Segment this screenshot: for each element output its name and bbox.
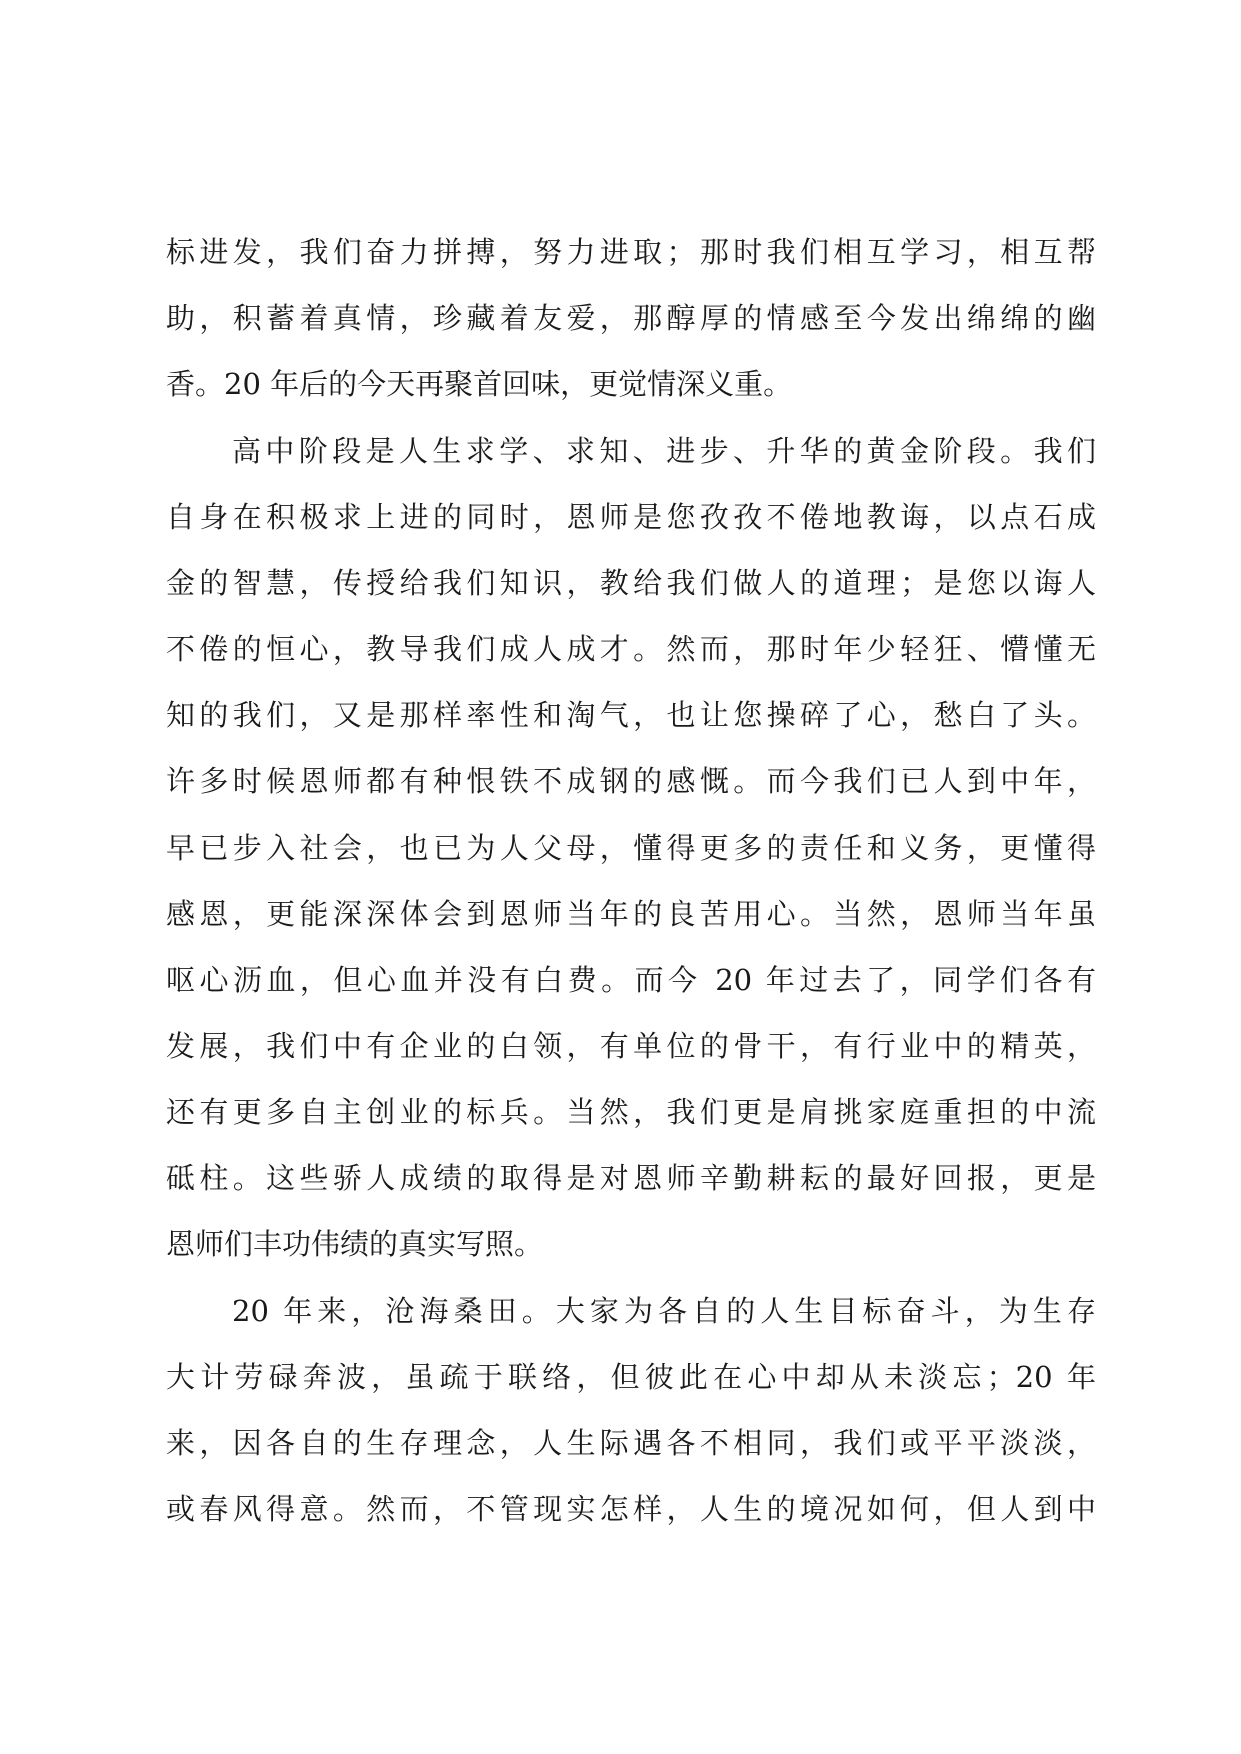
text-line: 早已步入社会，也已为人父母，懂得更多的责任和义务，更懂得	[166, 831, 1096, 865]
text-line: 不倦的恒心，教导我们成人成才。然而，那时年少轻狂、懵懂无	[166, 632, 1096, 666]
text-line: 香。20 年后的今天再聚首回味，更觉情深义重。	[166, 367, 793, 401]
text-line: 还有更多自主创业的标兵。当然，我们更是肩挑家庭重担的中流	[166, 1095, 1096, 1129]
text-line: 自身在积极求上进的同时，恩师是您孜孜不倦地教诲，以点石成	[166, 500, 1096, 534]
text-line: 发展，我们中有企业的白领，有单位的骨干，有行业中的精英，	[166, 1029, 1096, 1063]
text-line: 砥柱。这些骄人成绩的取得是对恩师辛勤耕耘的最好回报，更是	[166, 1161, 1096, 1195]
text-line: 知的我们，又是那样率性和淘气，也让您操碎了心，愁白了头。	[166, 698, 1096, 732]
text-line: 来，因各自的生存理念，人生际遇各不相同，我们或平平淡淡，	[166, 1426, 1096, 1460]
text-line: 呕心沥血，但心血并没有白费。而今 20 年过去了，同学们各有	[166, 963, 1096, 997]
text-line: 感恩，更能深深体会到恩师当年的良苦用心。当然，恩师当年虽	[166, 897, 1096, 931]
paragraph-first-line: 20 年来，沧海桑田。大家为各自的人生目标奋斗，为生存	[232, 1294, 1096, 1328]
paragraph-first-line: 高中阶段是人生求学、求知、进步、升华的黄金阶段。我们	[232, 434, 1096, 468]
text-line: 助，积蓄着真情，珍藏着友爱，那醇厚的情感至今发出绵绵的幽	[166, 301, 1096, 335]
text-line: 大计劳碌奔波，虽疏于联络，但彼此在心中却从未淡忘；20 年	[166, 1360, 1096, 1394]
text-line: 恩师们丰功伟绩的真实写照。	[166, 1227, 544, 1261]
text-line: 许多时候恩师都有种恨铁不成钢的感慨。而今我们已人到中年，	[166, 764, 1096, 798]
text-line: 金的智慧，传授给我们知识，教给我们做人的道理；是您以诲人	[166, 566, 1096, 600]
text-line: 或春风得意。然而，不管现实怎样，人生的境况如何，但人到中	[166, 1492, 1096, 1526]
text-line: 标进发，我们奋力拼搏，努力进取；那时我们相互学习，相互帮	[166, 235, 1096, 269]
